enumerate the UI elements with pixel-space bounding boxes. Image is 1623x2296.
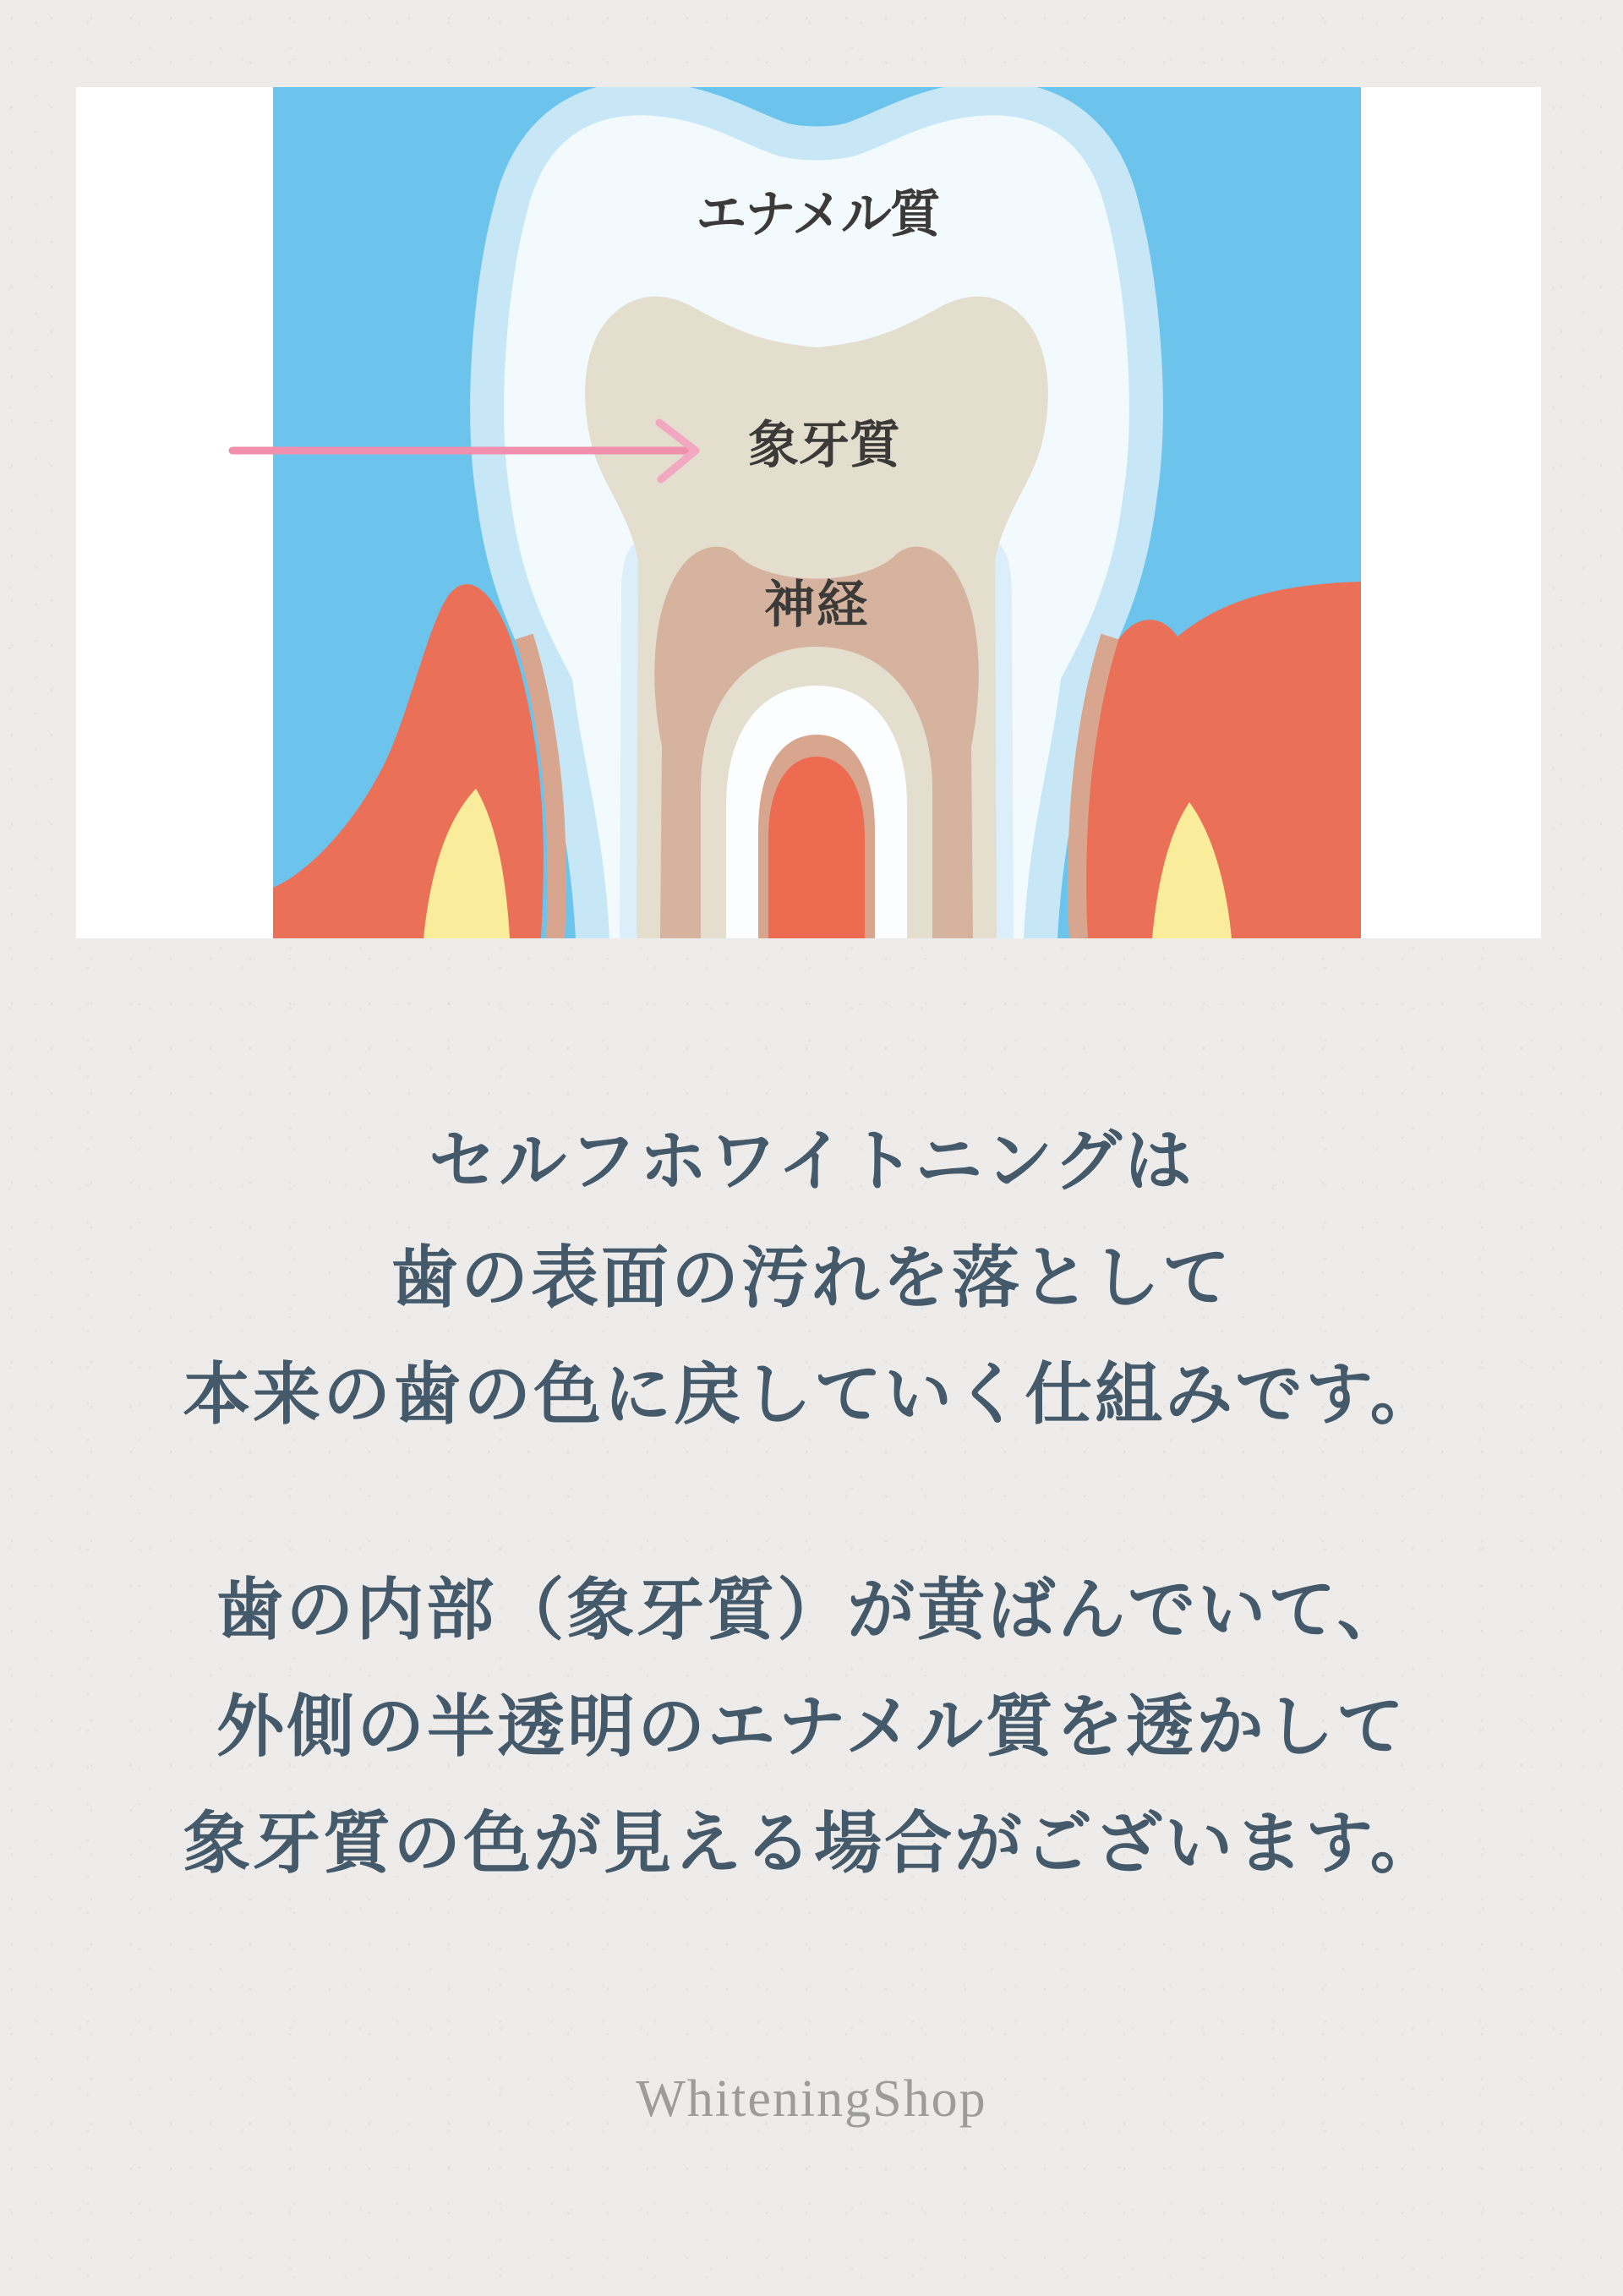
tooth-anatomy-diagram [76,87,1541,938]
description-line: 本来の歯の色に戻していく仕組みです。 [183,1358,1440,1433]
description-line: 外側の半透明のエナメル質を透かして [216,1691,1407,1765]
root-canal-shape [768,757,865,938]
description-line: 歯の内部（象牙質）が黄ばんでいて、 [216,1574,1407,1648]
nerve-label: 神経 [764,577,869,633]
description-line: セルフホワイトニングは [429,1125,1194,1200]
brand-name: WhiteningShop [636,2070,987,2128]
description-line: 象牙質の色が見える場合がございます。 [183,1807,1440,1882]
tooth-diagram-card [76,87,1541,938]
enamel-label: エナメル質 [696,186,939,243]
description-block-2 [0,1553,1623,1903]
description-block-1 [0,1104,1623,1454]
description-line: 歯の表面の汚れを落として [391,1242,1232,1316]
dentin-label: 象牙質 [748,417,900,473]
